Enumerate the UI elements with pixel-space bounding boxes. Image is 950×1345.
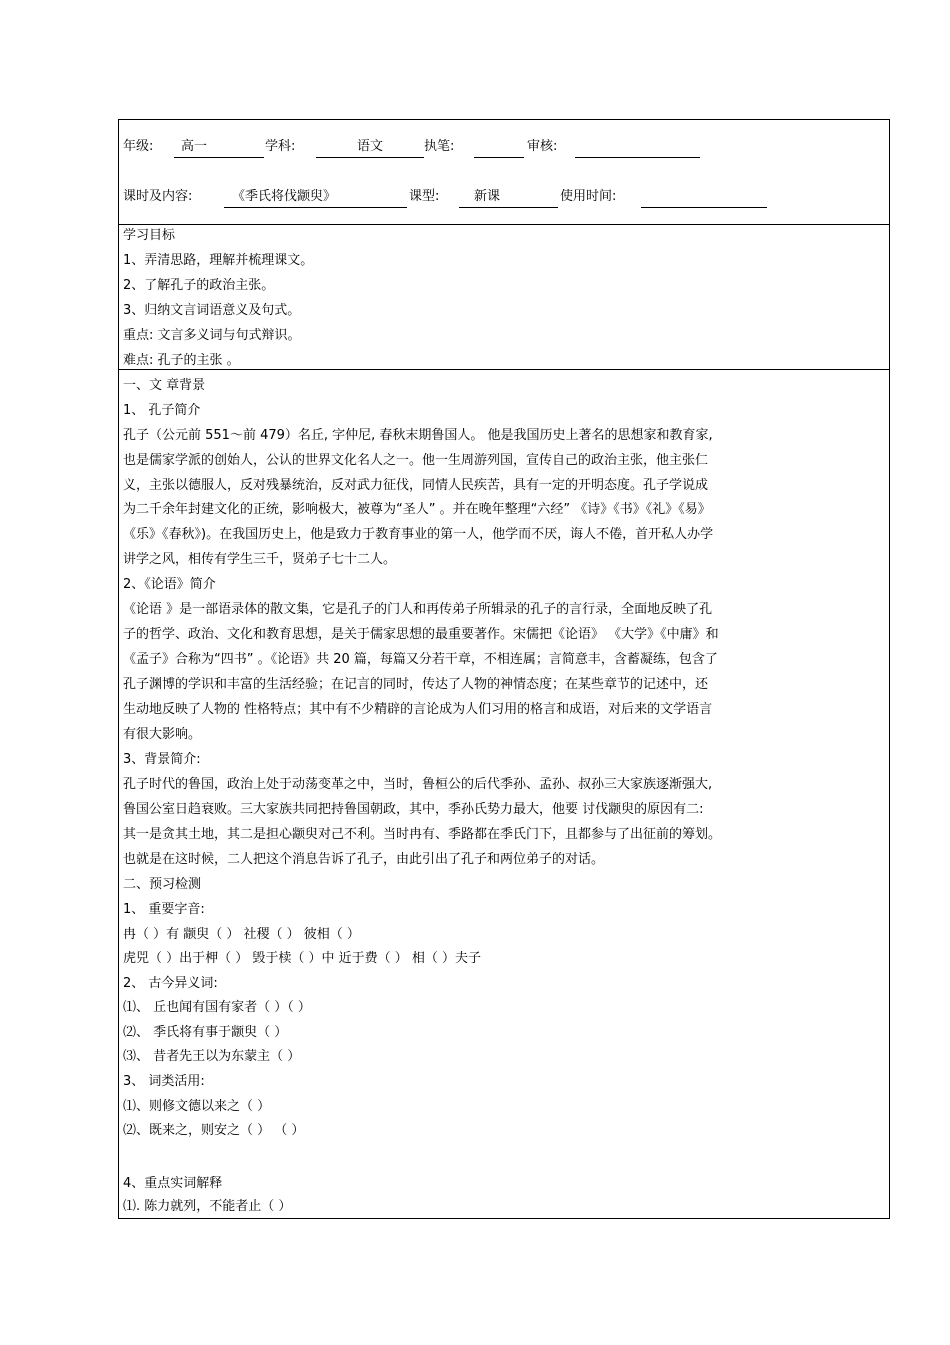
subject-label: 学科: xyxy=(265,139,296,154)
objective-item: 1、弄清思路，理解并梳理课文。 xyxy=(123,253,314,268)
review-underline xyxy=(575,157,700,158)
body-text-line: 有很大影响。 xyxy=(123,727,202,742)
subsection-heading: 3、 词类活用: xyxy=(123,1074,205,1089)
key-point: 重点: 文言多义词与句式辩识。 xyxy=(123,328,301,343)
subsection-heading: 1、 重要字音: xyxy=(123,902,205,917)
body-text-line: 为二千余年封建文化的正统，影响极大，被尊为“圣人” 。并在晚年整理“六经” 《诗》《书》《礼》《易》 xyxy=(123,502,711,517)
exercise-line[interactable]: 冉（ ）有 颛臾（ ） 社稷（ ） 彼相（ ） xyxy=(123,927,360,942)
content-label: 课时及内容: xyxy=(123,189,193,204)
difficulty-point: 难点: 孔子的主张 。 xyxy=(123,353,240,368)
subsection-heading: 1、 孔子简介 xyxy=(123,403,201,418)
subsection-heading: 2、 古今异义词: xyxy=(123,976,218,991)
body-text-line: 其一是贪其土地，其二是担心颛臾对己不利。当时冉有、季路都在季氏门下，且都参与了出征前的筹划。 xyxy=(123,827,722,842)
type-underline xyxy=(459,207,558,208)
grade-underline xyxy=(174,157,264,158)
body-text-line: 也就是在这时候，二人把这个消息告诉了孔子，由此引出了孔子和两位弟子的对话。 xyxy=(123,852,605,867)
body-text-line: 《孟子》合称为“四书” 。《论语》共 20 篇，每篇又分若干章，不相连属；言简意丰，含蓄凝练，包含了 xyxy=(123,652,718,667)
body-text-line: 讲学之风，相传有学生三千，贤弟子七十二人。 xyxy=(123,552,397,567)
body-text-line: 《论语 》是一部语录体的散文集，它是孔子的门人和再传弟子所辑录的孔子的言行录，全面地反映了孔 xyxy=(123,602,713,617)
exercise-line[interactable]: 虎兕（ ）出于柙（ ） 毁于椟（ ）中 近于费（ ） 相（ ）夫子 xyxy=(123,951,482,966)
exercise-line[interactable]: ⑴、 丘也闻有国有家者（ ）（ ） xyxy=(123,1000,311,1015)
objectives-divider xyxy=(119,369,889,370)
objectives-title: 学习目标 xyxy=(123,228,176,243)
body-text-line: 孔子时代的鲁国，政治上处于动荡变革之中，当时，鲁桓公的后代季孙、孟孙、叔孙三大家族逐渐强大, xyxy=(123,777,713,792)
time-label: 使用时间: xyxy=(560,189,617,204)
type-value: 新课 xyxy=(474,189,501,204)
subject-underline xyxy=(316,157,424,158)
subsection-heading: 2、《论语》简介 xyxy=(123,577,216,592)
subject-value: 语文 xyxy=(357,139,384,154)
content-value: 《季氏将伐颛臾》 xyxy=(232,189,337,204)
body-text-line: 《乐》《春秋》)。在我国历史上，他是致力于教育事业的第一人，他学而不厌，诲人不倦，首开私人办学 xyxy=(123,527,714,542)
exercise-line[interactable]: ⑵、 季氏将有事于颛臾（ ） xyxy=(123,1025,288,1040)
header-divider xyxy=(119,224,889,225)
section-heading: 一、文 章背景 xyxy=(123,378,206,393)
body-text-line: 子的哲学、政治、文化和教育思想，是关于儒家思想的最重要著作。宋儒把《论语》 《大学》《中庸》和 xyxy=(123,627,719,642)
section-heading: 二、预习检测 xyxy=(123,877,202,892)
body-text-line: 义，主张以德服人，反对残暴统治，反对武力征伐，同情人民疾苦，具有一定的开明态度。孔子学说成 xyxy=(123,478,709,493)
subsection-heading: 4、重点实词解释 xyxy=(123,1176,223,1191)
body-text-line: 孔子渊博的学识和丰富的生活经验；在记言的同时，传达了人物的神情态度；在某些章节的记述中，还 xyxy=(123,677,709,692)
exercise-line[interactable]: ⑵、既来之，则安之（ ） （ ） xyxy=(123,1123,305,1138)
grade-label: 年级: xyxy=(123,139,154,154)
author-label: 执笔: xyxy=(424,139,455,154)
objective-item: 2、了解孔子的政治主张。 xyxy=(123,278,275,293)
author-underline xyxy=(474,157,524,158)
body-text-line: 孔子（公元前 551～前 479）名丘, 字仲尼, 春秋末期鲁国人。 他是我国历史上著名的思想家和教育家, xyxy=(123,428,713,443)
type-label: 课型: xyxy=(409,189,440,204)
content-underline xyxy=(224,207,407,208)
exercise-line[interactable]: ⑴. 陈力就列，不能者止（ ） xyxy=(123,1199,292,1214)
time-underline xyxy=(641,207,767,208)
body-text-line: 鲁国公室日趋衰败。三大家族共同把持鲁国朝政，其中，季孙氏势力最大，他要 讨伐颛臾的原因有二: xyxy=(123,802,704,817)
subsection-heading: 3、背景简介: xyxy=(123,752,201,767)
grade-value: 高一 xyxy=(181,139,208,154)
body-text-line: 生动地反映了人物的 性格特点；其中有不少精辟的言论成为人们习用的格言和成语，对后来的文学语言 xyxy=(123,702,713,717)
body-text-line: 也是儒家学派的创始人，公认的世界文化名人之一。他一生周游列国，宣传自己的政治主张，他主张仁 xyxy=(123,453,709,468)
review-label: 审核: xyxy=(527,139,558,154)
exercise-line[interactable]: ⑶、 昔者先王以为东蒙主（ ） xyxy=(123,1049,301,1064)
exercise-line[interactable]: ⑴、则修文德以来之（ ） xyxy=(123,1099,271,1114)
objective-item: 3、归纳文言词语意义及句式。 xyxy=(123,303,301,318)
